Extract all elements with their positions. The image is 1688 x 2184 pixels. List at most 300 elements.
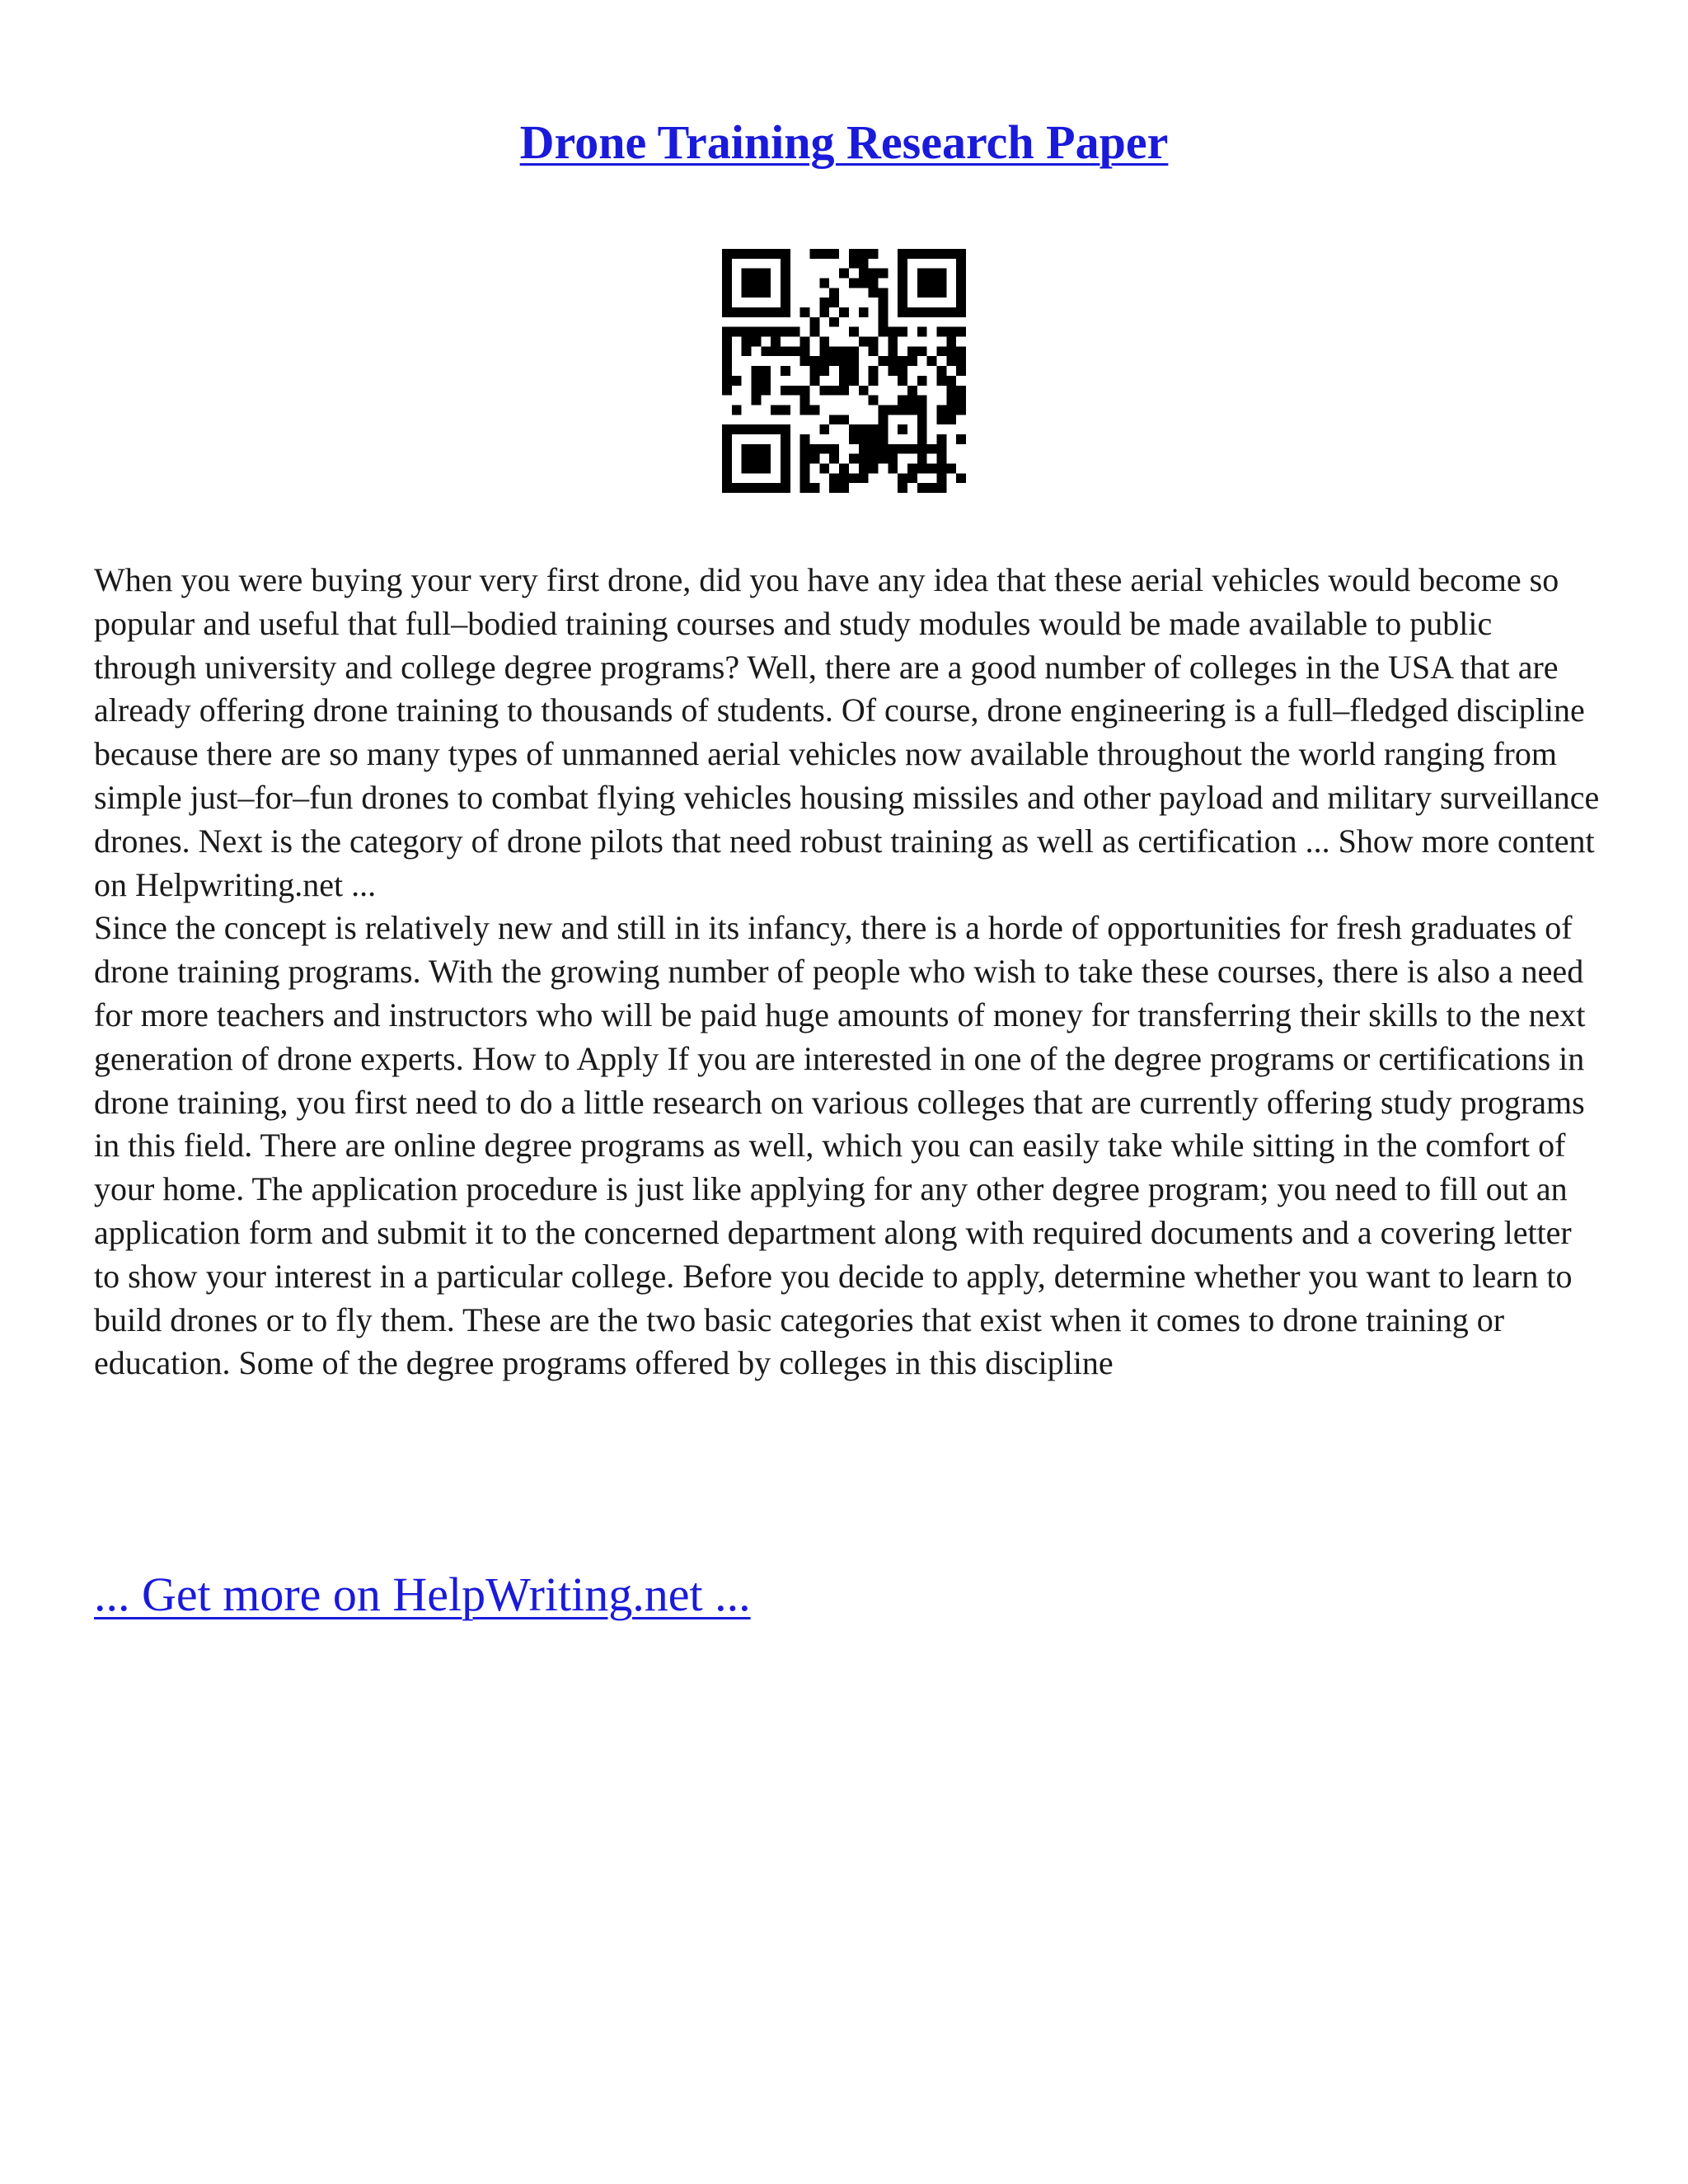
- qr-module: [917, 444, 927, 454]
- qr-module: [722, 454, 732, 464]
- qr-module: [859, 337, 869, 347]
- qr-module: [859, 249, 869, 259]
- qr-module: [849, 424, 859, 434]
- qr-module: [752, 279, 762, 288]
- qr-module: [859, 454, 869, 464]
- qr-module: [829, 346, 839, 356]
- qr-module: [761, 366, 771, 376]
- qr-module: [927, 444, 937, 454]
- qr-module: [936, 269, 946, 279]
- qr-module: [829, 386, 839, 396]
- qr-module: [927, 307, 937, 317]
- qr-module: [849, 346, 859, 356]
- qr-module: [752, 249, 762, 259]
- qr-module: [878, 298, 888, 307]
- qr-module: [936, 444, 946, 454]
- qr-module: [752, 288, 762, 298]
- qr-module: [829, 288, 839, 298]
- qr-module: [898, 288, 907, 298]
- qr-module: [819, 356, 829, 366]
- qr-module: [810, 444, 820, 454]
- qr-module: [869, 454, 879, 464]
- qr-module: [732, 327, 742, 337]
- qr-module: [936, 483, 946, 493]
- qr-module: [956, 259, 966, 269]
- qr-module: [946, 386, 956, 396]
- qr-module: [722, 249, 732, 259]
- qr-module: [810, 249, 820, 259]
- qr-module: [888, 356, 898, 366]
- qr-module: [917, 405, 927, 415]
- qr-module: [917, 454, 927, 464]
- qr-module: [722, 298, 732, 307]
- qr-module: [819, 298, 829, 307]
- qr-module: [722, 386, 732, 396]
- qr-module: [859, 463, 869, 473]
- qr-module: [761, 346, 771, 356]
- qr-module: [907, 473, 917, 483]
- qr-module: [927, 249, 937, 259]
- qr-module: [946, 405, 956, 415]
- qr-module: [956, 307, 966, 317]
- qr-module: [956, 356, 966, 366]
- qr-module: [810, 356, 820, 366]
- qr-module: [819, 337, 829, 347]
- qr-module: [829, 483, 839, 493]
- get-more-link[interactable]: ... Get more on HelpWriting.net ...: [94, 1568, 751, 1621]
- page-title: [0, 114, 1688, 171]
- qr-module: [742, 288, 752, 298]
- qr-module: [742, 424, 752, 434]
- qr-module: [936, 454, 946, 464]
- paragraph-2: Since the concept is relatively new and still in its infancy, there is a horde of opportunities for fresh graduates of drone training programs. With the growing number of people who wish to take these courses, there is also a need for more teachers and instructors who will be paid huge amounts of money for transferring their skills to the next generation of drone experts. How to Apply If you are interested in one of the degree programs or certifications in drone training, you first need to do a little research on various colleges that are currently offering study programs in this field. There are online degree programs as well, which you can easily take while sitting in the comfort of your home. The application procedure is just like applying for any other degree program; you need to fill out an application form and submit it to the concerned department along with required documents and a covering letter to show your interest in a particular college. Before you decide to apply, determine whether you want to learn to build drones or to fly them. These are the two basic categories that exist when it comes to drone training or education. Some of the degree programs offered by colleges in this discipline: [94, 909, 1586, 1382]
- qr-module: [927, 483, 937, 493]
- qr-module: [936, 473, 946, 483]
- qr-module: [936, 307, 946, 317]
- qr-module: [869, 444, 879, 454]
- qr-module: [946, 356, 956, 366]
- qr-module: [752, 424, 762, 434]
- qr-module: [898, 307, 907, 317]
- qr-module: [869, 337, 879, 347]
- qr-module: [771, 307, 781, 317]
- qr-module: [742, 463, 752, 473]
- qr-module: [819, 249, 829, 259]
- qr-module: [956, 298, 966, 307]
- qr-module: [722, 376, 732, 386]
- qr-module: [722, 473, 732, 483]
- qr-module: [936, 415, 946, 424]
- qr-module: [936, 288, 946, 298]
- qr-module: [810, 317, 820, 327]
- qr-module: [722, 259, 732, 269]
- qr-module: [839, 483, 849, 493]
- qr-module: [781, 444, 790, 454]
- qr-module: [956, 405, 966, 415]
- qr-module: [898, 376, 907, 386]
- qr-module: [752, 307, 762, 317]
- qr-module: [771, 424, 781, 434]
- qr-module: [907, 346, 917, 356]
- qr-module: [878, 405, 888, 415]
- qr-module: [898, 269, 907, 279]
- qr-module: [869, 288, 879, 298]
- qr-module: [722, 327, 732, 337]
- qr-module: [742, 307, 752, 317]
- qr-module: [800, 483, 810, 493]
- qr-module: [800, 463, 810, 473]
- qr-module: [752, 269, 762, 279]
- qr-module: [888, 405, 898, 415]
- qr-module: [810, 405, 820, 415]
- qr-module: [936, 405, 946, 415]
- qr-module: [849, 376, 859, 386]
- qr-module: [829, 473, 839, 483]
- qr-module: [722, 279, 732, 288]
- qr-module: [917, 483, 927, 493]
- qr-module: [752, 327, 762, 337]
- qr-module: [917, 279, 927, 288]
- qr-module: [907, 386, 917, 396]
- qr-module: [732, 405, 742, 415]
- qr-module: [839, 415, 849, 424]
- qr-module: [936, 327, 946, 337]
- qr-module: [790, 327, 800, 337]
- qr-module: [790, 386, 800, 396]
- qr-module: [878, 269, 888, 279]
- qr-module: [956, 288, 966, 298]
- qr-module: [917, 396, 927, 405]
- qr-module: [956, 434, 966, 444]
- qr-module: [878, 444, 888, 454]
- qr-module: [800, 386, 810, 396]
- qr-module: [722, 288, 732, 298]
- qr-module: [761, 288, 771, 298]
- qr-module: [907, 249, 917, 259]
- qr-module: [927, 356, 937, 366]
- qr-module: [722, 434, 732, 444]
- qr-module: [878, 415, 888, 424]
- qr-module: [752, 337, 762, 347]
- qr-module: [800, 473, 810, 483]
- qr-module: [849, 279, 859, 288]
- qr-module: [781, 463, 790, 473]
- qr-module: [917, 424, 927, 434]
- qr-module: [927, 279, 937, 288]
- qr-module: [761, 307, 771, 317]
- qr-module: [859, 434, 869, 444]
- qr-module: [781, 288, 790, 298]
- qr-module: [819, 444, 829, 454]
- qr-module: [898, 327, 907, 337]
- qr-module: [781, 405, 790, 415]
- qr-module: [771, 327, 781, 337]
- qr-module: [761, 269, 771, 279]
- qr-module: [888, 346, 898, 356]
- qr-module: [839, 463, 849, 473]
- qr-module: [752, 483, 762, 493]
- qr-module: [781, 327, 790, 337]
- qr-module: [936, 434, 946, 444]
- qr-module: [898, 259, 907, 269]
- qr-module: [829, 249, 839, 259]
- qr-module: [732, 483, 742, 493]
- qr-module: [898, 356, 907, 366]
- qr-module: [810, 366, 820, 376]
- qr-module: [761, 386, 771, 396]
- qr-module: [819, 346, 829, 356]
- qr-module: [927, 288, 937, 298]
- qr-module: [878, 424, 888, 434]
- qr-module: [898, 366, 907, 376]
- qr-module: [917, 346, 927, 356]
- qr-module: [946, 376, 956, 386]
- qr-module: [790, 346, 800, 356]
- qr-module: [849, 356, 859, 366]
- qr-module: [752, 463, 762, 473]
- qr-module: [742, 454, 752, 464]
- qr-module: [819, 386, 829, 396]
- qr-module: [859, 259, 869, 269]
- qr-module: [869, 346, 879, 356]
- qr-module: [732, 307, 742, 317]
- qr-module: [859, 307, 869, 317]
- qr-module: [849, 454, 859, 464]
- qr-module: [898, 424, 907, 434]
- qr-module: [869, 463, 879, 473]
- qr-module: [781, 249, 790, 259]
- qr-module: [946, 463, 956, 473]
- qr-module: [956, 249, 966, 259]
- qr-module: [742, 444, 752, 454]
- qr-module: [917, 376, 927, 386]
- qr-module: [917, 288, 927, 298]
- qr-module: [742, 483, 752, 493]
- qr-module: [722, 483, 732, 493]
- qr-module: [907, 396, 917, 405]
- qr-module: [898, 405, 907, 415]
- qr-module: [722, 356, 732, 366]
- qr-module: [927, 463, 937, 473]
- qr-module: [771, 249, 781, 259]
- qr-module: [898, 249, 907, 259]
- qr-module: [781, 307, 790, 317]
- qr-module: [849, 366, 859, 376]
- qr-module: [781, 454, 790, 464]
- qr-module: [956, 396, 966, 405]
- qr-module: [781, 483, 790, 493]
- qr-module: [742, 337, 752, 347]
- qr-module: [917, 249, 927, 259]
- qr-module: [800, 337, 810, 347]
- qr-module: [781, 269, 790, 279]
- qr-module: [800, 307, 810, 317]
- qr-module: [761, 454, 771, 464]
- qr-module: [761, 463, 771, 473]
- qr-module: [936, 366, 946, 376]
- qr-module: [956, 473, 966, 483]
- qr-module: [869, 376, 879, 386]
- qr-module: [839, 366, 849, 376]
- qr-module: [800, 356, 810, 366]
- qr-module: [878, 434, 888, 444]
- qr-module: [781, 434, 790, 444]
- qr-module: [761, 376, 771, 386]
- qr-module: [752, 444, 762, 454]
- qr-module: [917, 307, 927, 317]
- qr-module: [936, 463, 946, 473]
- qr-module: [819, 307, 829, 317]
- qr-module: [781, 424, 790, 434]
- qr-module: [946, 249, 956, 259]
- qr-module: [946, 396, 956, 405]
- qr-module: [898, 473, 907, 483]
- qr-module: [829, 356, 839, 366]
- qr-module: [839, 346, 849, 356]
- title-link[interactable]: Drone Training Research Paper: [519, 115, 1169, 169]
- qr-module: [839, 376, 849, 386]
- qr-module: [742, 279, 752, 288]
- qr-module: [742, 346, 752, 356]
- qr-module: [907, 405, 917, 415]
- qr-module: [859, 269, 869, 279]
- qr-module: [742, 249, 752, 259]
- qr-module: [800, 396, 810, 405]
- qr-module: [946, 346, 956, 356]
- article-body: [94, 559, 1602, 1385]
- qr-module: [771, 346, 781, 356]
- qr-module: [869, 424, 879, 434]
- qr-module: [956, 327, 966, 337]
- qr-module: [771, 405, 781, 415]
- qr-module: [722, 269, 732, 279]
- qr-module: [869, 366, 879, 376]
- qr-module: [800, 434, 810, 444]
- qr-module: [907, 307, 917, 317]
- qr-module: [761, 483, 771, 493]
- qr-module: [859, 424, 869, 434]
- qr-module: [888, 444, 898, 454]
- qr-module: [761, 444, 771, 454]
- qr-module: [761, 279, 771, 288]
- qr-module: [849, 434, 859, 444]
- qr-module: [917, 269, 927, 279]
- more-link-container: [94, 1566, 751, 1624]
- qr-module: [722, 307, 732, 317]
- qr-module: [829, 444, 839, 454]
- qr-module: [800, 444, 810, 454]
- qr-module: [839, 386, 849, 396]
- qr-module: [761, 249, 771, 259]
- qr-module: [722, 424, 732, 434]
- qr-module: [878, 307, 888, 317]
- qr-module: [829, 298, 839, 307]
- qr-module: [742, 269, 752, 279]
- qr-module: [819, 463, 829, 473]
- qr-module: [810, 327, 820, 337]
- qr-module: [878, 356, 888, 366]
- qr-module: [800, 405, 810, 415]
- qr-module: [907, 463, 917, 473]
- qr-module: [946, 337, 956, 347]
- qr-module: [869, 279, 879, 288]
- qr-module: [936, 249, 946, 259]
- qr-module: [869, 434, 879, 444]
- qr-module: [869, 396, 879, 405]
- qr-module: [732, 424, 742, 434]
- qr-module: [752, 454, 762, 464]
- qr-module: [781, 298, 790, 307]
- qr-module: [771, 337, 781, 347]
- paragraph-1: When you were buying your very first drone, did you have any idea that these aerial vehicles would become so popular and useful that full–bodied training courses and study modules would be made available to public through university and college degree programs? Well, there are a good number of colleges in the USA that are already offering drone training to thousands of students. Of course, drone engineering is a full–fledged discipline because there are so many types of unmanned aerial vehicles now available throughout the world ranging from simple just–for–fun drones to combat flying vehicles housing missiles and other payload and military surveillance drones. Next is the category of drone pilots that need robust training as well as certification ... Show more content on Helpwriting.net ...: [94, 561, 1600, 903]
- qr-module: [849, 259, 859, 269]
- qr-module: [936, 376, 946, 386]
- qr-module: [917, 463, 927, 473]
- qr-module: [781, 346, 790, 356]
- qr-module: [752, 376, 762, 386]
- qr-module: [810, 483, 820, 493]
- qr-module: [839, 269, 849, 279]
- qr-module: [898, 444, 907, 454]
- qr-module: [800, 346, 810, 356]
- qr-module: [888, 454, 898, 464]
- qr-module: [839, 307, 849, 317]
- qr-module: [898, 396, 907, 405]
- qr-module: [849, 249, 859, 259]
- qr-module: [722, 337, 732, 347]
- qr-module: [907, 444, 917, 454]
- qr-module: [927, 269, 937, 279]
- qr-module: [829, 454, 839, 464]
- qr-module: [722, 463, 732, 473]
- qr-module: [878, 288, 888, 298]
- qr-module: [849, 473, 859, 483]
- qr-module: [781, 279, 790, 288]
- qr-module: [956, 386, 966, 396]
- qr-module: [781, 386, 790, 396]
- qr-module: [781, 366, 790, 376]
- qr-module: [956, 279, 966, 288]
- qr-module: [878, 317, 888, 327]
- qr-module: [742, 327, 752, 337]
- qr-module: [722, 346, 732, 356]
- qr-module: [810, 454, 820, 464]
- qr-module: [917, 327, 927, 337]
- qr-module: [898, 483, 907, 493]
- qr-module: [859, 473, 869, 483]
- qr-code-icon: [722, 249, 966, 493]
- qr-module: [781, 473, 790, 483]
- qr-module: [771, 483, 781, 493]
- qr-module: [888, 337, 898, 347]
- qr-module: [722, 366, 732, 376]
- qr-module: [898, 279, 907, 288]
- qr-module: [829, 415, 839, 424]
- qr-module: [946, 307, 956, 317]
- qr-module: [781, 259, 790, 269]
- qr-module: [752, 386, 762, 396]
- qr-module: [917, 434, 927, 444]
- qr-module: [869, 269, 879, 279]
- qr-module: [752, 396, 762, 405]
- qr-module: [819, 279, 829, 288]
- qr-module: [722, 444, 732, 454]
- qr-module: [898, 298, 907, 307]
- qr-module: [936, 279, 946, 288]
- qr-module: [946, 415, 956, 424]
- qr-module: [917, 415, 927, 424]
- qr-module: [869, 249, 879, 259]
